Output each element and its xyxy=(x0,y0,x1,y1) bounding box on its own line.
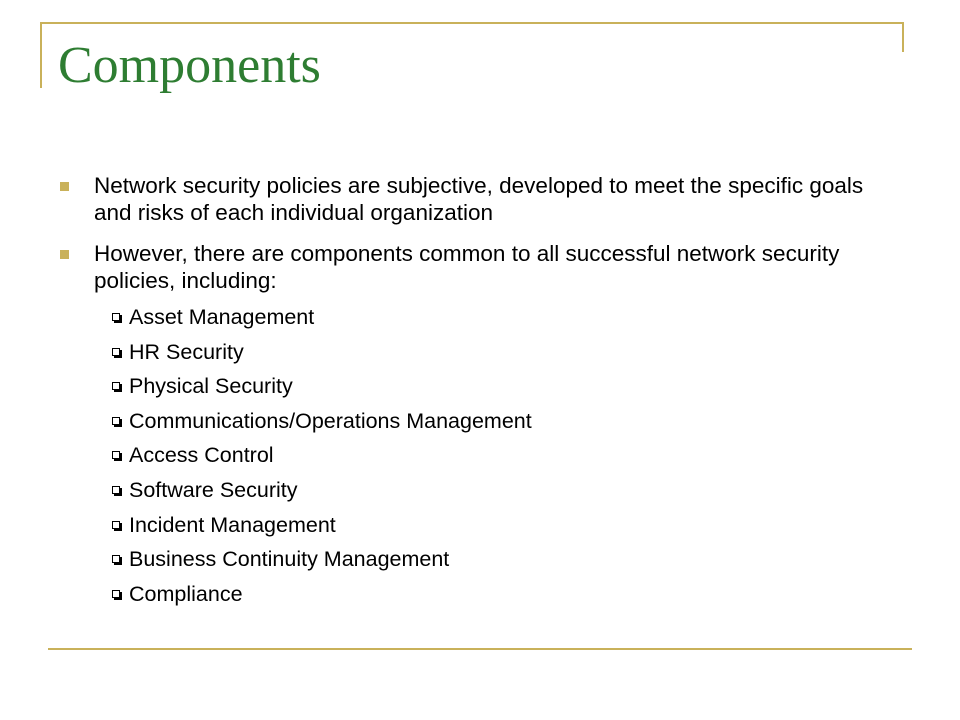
checkbox-bullet-icon xyxy=(112,521,120,529)
bullet-text: However, there are components common to all successful network security policies, including: xyxy=(94,241,840,293)
checkbox-bullet-icon xyxy=(112,348,120,356)
checkbox-bullet-icon xyxy=(112,486,120,494)
bullet-text: Network security policies are subjective, developed to meet the specific goals and risks of each individual organization xyxy=(94,173,864,225)
component-item xyxy=(58,477,898,503)
right-accent-rule xyxy=(902,22,904,52)
checkbox-bullet-icon xyxy=(112,590,120,598)
bottom-accent-rule xyxy=(48,648,912,650)
component-label: Compliance xyxy=(129,581,243,606)
square-bullet-icon xyxy=(60,182,69,191)
component-item xyxy=(58,546,898,572)
component-item xyxy=(58,408,898,434)
component-item xyxy=(58,373,898,399)
top-accent-rule xyxy=(40,22,904,24)
checkbox-bullet-icon xyxy=(112,382,120,390)
checkbox-bullet-icon xyxy=(112,313,120,321)
slide-title: Components xyxy=(58,37,321,94)
component-item xyxy=(58,512,898,538)
left-accent-rule xyxy=(40,22,42,88)
component-label: Communications/Operations Management xyxy=(129,408,532,433)
component-label: Incident Management xyxy=(129,512,336,537)
component-item xyxy=(58,442,898,468)
component-item xyxy=(58,304,898,330)
component-list xyxy=(58,304,898,607)
component-label: Access Control xyxy=(129,443,274,468)
bullet-item xyxy=(58,172,898,226)
bullet-item xyxy=(58,240,898,294)
component-label: Business Continuity Management xyxy=(129,547,450,572)
component-item xyxy=(58,581,898,607)
component-label: Physical Security xyxy=(129,374,293,399)
checkbox-bullet-icon xyxy=(112,451,120,459)
checkbox-bullet-icon xyxy=(112,555,120,563)
checkbox-bullet-icon xyxy=(112,417,120,425)
slide-content xyxy=(58,172,898,615)
component-label: Asset Management xyxy=(129,305,315,329)
component-item xyxy=(58,339,898,365)
component-label: HR Security xyxy=(129,339,244,364)
component-label: Software Security xyxy=(129,477,298,502)
square-bullet-icon xyxy=(60,250,69,259)
